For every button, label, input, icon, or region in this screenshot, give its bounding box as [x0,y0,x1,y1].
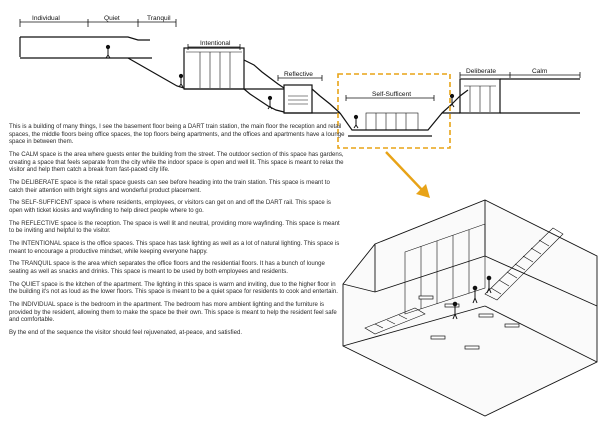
paragraph-tranquil: The TRANQUIL space is the area which separates the office floors and the residential floors. It has a bunch of lounge seating as well as snacks and drinks. This space is meant to be used by both employees and residents. [9,260,325,276]
reflective-detail [288,96,308,104]
paragraph-deliberate: The DELIBERATE space is the retail space guests can see before heading into the train station. This space is meant to catch their attention with bright signs and wonderful product placement. [9,178,330,194]
building-section-outline [20,37,580,136]
paragraph-individual: The INDIVIDUAL space is the bedroom in the apartment. The bedroom has more ambient lighting and the furniture is provided by the resident, allowing them to make the space be their own. This space is meant to help the resident feel safe and comfortable. [9,301,337,324]
zone-label-individual: Individual [32,15,60,22]
perspective-drawing [335,196,605,421]
zone-label-intentional: Intentional [200,40,231,47]
highlight-box [338,74,450,148]
zone-label-tranquil: Tranquil [147,15,171,22]
zone-label-quiet: Quiet [104,15,120,22]
zone-label-reflective: Reflective [284,71,313,78]
paragraph-self-sufficent: The SELF-SUFFICENT space is where residents, employees, or visitors can get on and off the DART rail. This space is open with ticket kiosks and wayfinding to help direct people where to go. [9,199,331,214]
paragraph-quiet: The QUIET space is the kitchen of the apartment. The lighting in this space is warm and inviting, due to the higher floor in the building it's not as loud as the lower floors. This space is meant to be a quiet space for residents to cook and entertain. [9,280,338,296]
paragraph-calm: The CALM space is the area where guests enter the building from the street. The outdoor section of this space has gardens, creating a space that feels separate from the city while the indoor space is open and well lit. This space is meant to relax the visitor and help them catch a break from fast-paced city life. [9,150,344,174]
paragraph-intentional: The INTENTIONAL space is the office spaces. This space has task lighting as well as a lot of natural lighting. This space is meant to encourage a productive mindset, while keeping everyone happy. [9,240,340,255]
intentional-windows [186,52,242,88]
zone-label-calm: Calm [532,68,548,75]
zone-label-self-sufficent: Self-Sufficent [372,91,412,98]
description-text [9,123,345,342]
people-figures [106,45,454,128]
paragraph-intro: This is a building of many things, I see the basement floor being a DART train station, the main floor the reception and retail spaces, the middle floors being office spaces, the top floors being apartments, and the offices and apartments have a lounge space in between them. [9,123,345,146]
zone-label-deliberate: Deliberate [466,68,497,75]
basement-detail [366,113,418,130]
paragraph-conclusion: By the end of the sequence the visitor should feel rejuvenated, at-peace, and satisfied. [9,329,243,337]
paragraph-reflective: The REFLECTIVE space is the reception. The space is well lit and neutral, providing more wayfinding. This space is meant to be inviting and helpful to the visitor. [9,219,340,235]
room-back-wall [343,200,597,416]
deliberate-detail [464,86,496,112]
